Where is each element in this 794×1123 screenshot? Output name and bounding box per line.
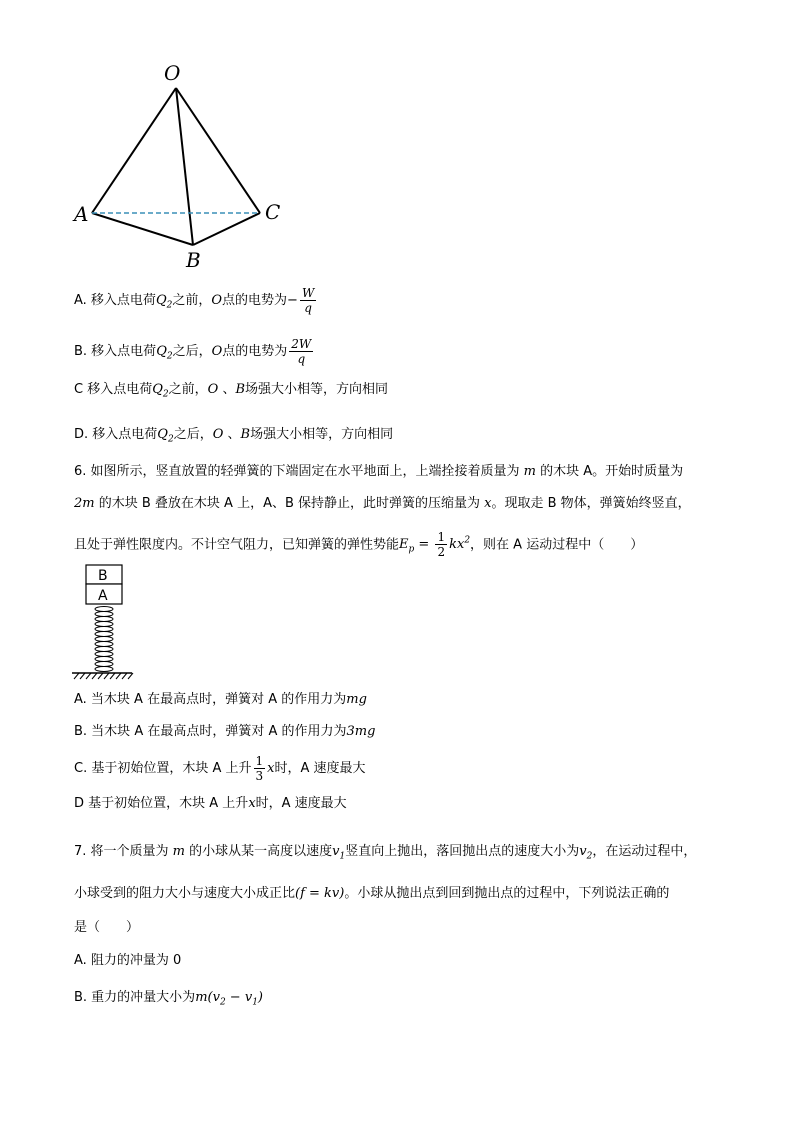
label-o: O <box>164 61 181 85</box>
q5-option-a-mid: 之前， <box>172 293 212 308</box>
edge-oc <box>176 88 260 213</box>
block-a-label: A <box>98 588 108 604</box>
q2-symbol: $Q_2$ <box>157 427 174 445</box>
q7-option-a: A. 阻力的冲量为 0 <box>74 953 182 968</box>
ep-formula: $E_p$ = <box>399 537 434 555</box>
spring-blocks-figure <box>70 563 150 688</box>
q6-option-b: B. 当木块 A 在最高点时，弹簧对 A 的作用力为3mg <box>74 724 376 739</box>
q7-option-b: B. 重力的冲量大小为$m(v_2 - v_1)$ <box>74 990 263 1008</box>
edge-ab <box>92 213 193 245</box>
fraction-w-over-q: $\frac{W}{q}$ <box>301 286 315 315</box>
q7-stem-line3: 是（ ） <box>74 920 140 935</box>
block-b-label: B <box>98 568 108 584</box>
q5-option-b <box>74 336 315 373</box>
label-a: A <box>74 202 89 226</box>
q5-option-a-post: 点的电势为 <box>222 293 288 308</box>
q6-stem-line2: 2m 的木块 B 叠放在木块 A 上，A、B 保持静止，此时弹簧的压缩量为 x。现取走 B 物体，弹簧始终竖直， <box>74 496 691 511</box>
q6-stem-line1: 6. 如图所示，竖直放置的轻弹簧的下端固定在水平地面上，上端拴接着质量为 m 的木块 A。开始时质量为 <box>74 464 684 479</box>
q6-option-d: D 基于初始位置，木块 A 上升x时，A 速度最大 <box>74 796 347 811</box>
q5-option-b-post: 点的电势为 <box>222 344 288 359</box>
point-o: O <box>211 293 223 308</box>
q5-option-d-mid: 之后， <box>173 427 213 442</box>
q7-stem-line2: 小球受到的阻力大小与速度大小成正比(f = kv)。小球从抛出点到回到抛出点的过程中，下列说法正确的 <box>74 886 670 901</box>
q5-option-b-pre: B. 移入点电荷 <box>74 344 157 359</box>
point-o: O <box>211 344 223 359</box>
q2-symbol: $Q_2$ <box>155 293 173 311</box>
edge-oa <box>92 88 176 213</box>
edge-ob <box>176 88 193 245</box>
q5-option-d-pre: D. 移入点电荷 <box>74 427 158 442</box>
q5-option-d: D. 移入点电荷$Q_2$之后，O 、B场强大小相等，方向相同 <box>74 427 394 445</box>
spring <box>95 607 113 672</box>
tetrahedron-figure <box>70 55 300 275</box>
q5-option-a: A. 移入点电荷$Q_2$之前，O点的电势为− $\frac{W}{q}$ <box>74 286 315 315</box>
q5-option-a-pre: A. 移入点电荷 <box>74 293 156 308</box>
q6-option-a: A. 当木块 A 在最高点时，弹簧对 A 的作用力为mg <box>74 692 367 707</box>
q5-option-c-post: 场强大小相等，方向相同 <box>245 382 389 397</box>
q6-option-c: C. 基于初始位置，木块 A 上升 $\frac{1}{3}$ x时，A 速度最大 <box>74 754 366 783</box>
q5-option-c: C 移入点电荷$Q_2$之前，O 、B场强大小相等，方向相同 <box>74 382 389 400</box>
q2-symbol: $Q_2$ <box>156 344 173 362</box>
edge-bc <box>193 213 260 245</box>
q5-option-d-post: 场强大小相等，方向相同 <box>250 427 394 442</box>
q2-symbol: $Q_2$ <box>152 382 169 400</box>
fraction-2w-over-q: $\frac{2W}{q}$ <box>291 337 312 366</box>
q5-option-c-mid: 之前， <box>168 382 208 397</box>
q7-stem-line1: 7. 将一个质量为 m 的小球从某一高度以速度$v_1$竖直向上抛出，落回抛出点的速度大小为$v_2$，在运动过程中， <box>74 844 697 862</box>
label-c: C <box>265 200 281 224</box>
label-b: B <box>186 248 201 272</box>
q5-option-b-mid: 之后， <box>172 344 212 359</box>
q6-stem-line3: 且处于弹性限度内。不计空气阻力，已知弹簧的弹性势能$E_p$ = $\frac{1}{2}$ $kx^2$，则在 A 运动过程中（ ） <box>74 530 644 560</box>
q5-option-c-pre: C 移入点电荷 <box>74 382 153 397</box>
ground-hatching <box>74 673 133 679</box>
